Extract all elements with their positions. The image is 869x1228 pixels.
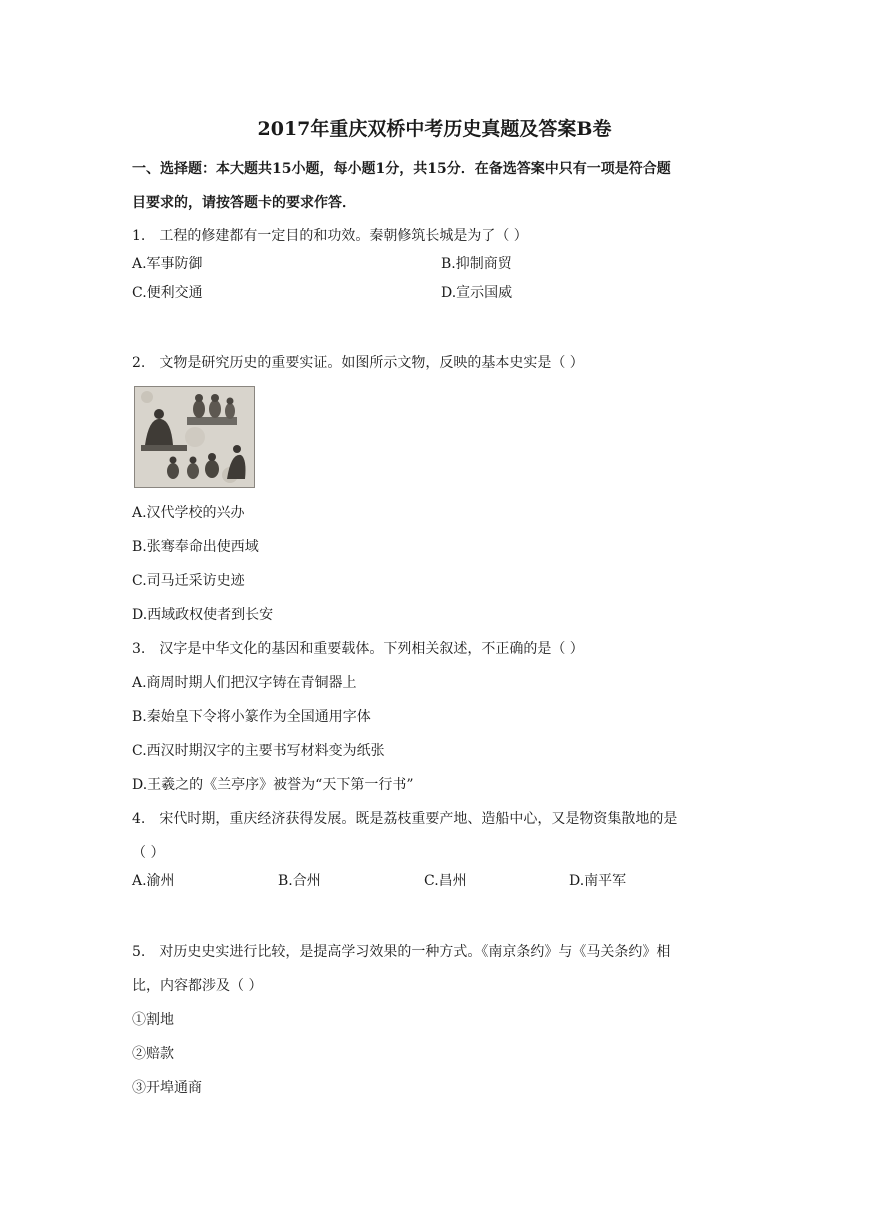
question-4-option-c: C.昌州 xyxy=(424,873,467,889)
question-5-item-3: ③开埠通商 xyxy=(132,1080,202,1096)
question-4-option-b: B.合州 xyxy=(278,873,321,889)
artifact-image xyxy=(134,386,255,488)
question-1-option-c: C.便利交通 xyxy=(132,285,203,301)
page-title: 2017年重庆双桥中考历史真题及答案B卷 xyxy=(257,118,612,140)
section-heading-line-2: 目要求的，请按答题卡的要求作答． xyxy=(132,195,356,211)
question-2-stem: 2. 文物是研究历史的重要实证。如图所示文物，反映的基本史实是（ ） xyxy=(132,355,584,371)
question-1-stem: 1. 工程的修建都有一定目的和功效。秦朝修筑长城是为了（ ） xyxy=(132,228,528,244)
question-3-stem: 3. 汉字是中华文化的基因和重要载体。下列相关叙述，不正确的是（ ） xyxy=(132,641,584,657)
question-4-option-a: A.渝州 xyxy=(132,873,175,889)
question-4-option-d: D.南平军 xyxy=(569,873,627,889)
question-5-item-2: ②赔款 xyxy=(132,1046,174,1062)
question-5-stem-line-1: 5. 对历史史实进行比较，是提高学习效果的一种方式。《南京条约》与《马关条约》相 xyxy=(132,944,671,960)
question-3-option-d: D.王羲之的《兰亭序》被誉为“天下第一行书” xyxy=(132,777,414,793)
question-5-stem-line-2: 比，内容都涉及（ ） xyxy=(132,978,263,994)
question-3-option-b: B.秦始皇下令将小篆作为全国通用字体 xyxy=(132,709,371,725)
question-2-option-d: D.西域政权使者到长安 xyxy=(132,607,274,623)
question-2-option-a: A.汉代学校的兴办 xyxy=(132,505,245,521)
question-5-item-1: ①割地 xyxy=(132,1012,174,1028)
question-3-option-a: A.商周时期人们把汉字铸在青铜器上 xyxy=(132,675,357,691)
question-4-stem-line-2: （ ） xyxy=(132,845,165,861)
question-3-option-c: C.西汉时期汉字的主要书写材料变为纸张 xyxy=(132,743,385,759)
question-2-option-c: C.司马迁采访史迹 xyxy=(132,573,245,589)
section-heading-line-1: 一、选择题：本大题共15小题，每小题1分，共15分．在备选答案中只有一项是符合题 xyxy=(132,161,671,177)
question-1-option-b: B.抑制商贸 xyxy=(441,256,512,272)
question-4-stem-line-1: 4. 宋代时期，重庆经济获得发展。既是荔枝重要产地、造船中心，又是物资集散地的是 xyxy=(132,811,678,827)
question-2-option-b: B.张骞奉命出使西域 xyxy=(132,539,259,555)
question-1-option-a: A.军事防御 xyxy=(132,256,203,272)
question-1-option-d: D.宣示国威 xyxy=(441,285,513,301)
